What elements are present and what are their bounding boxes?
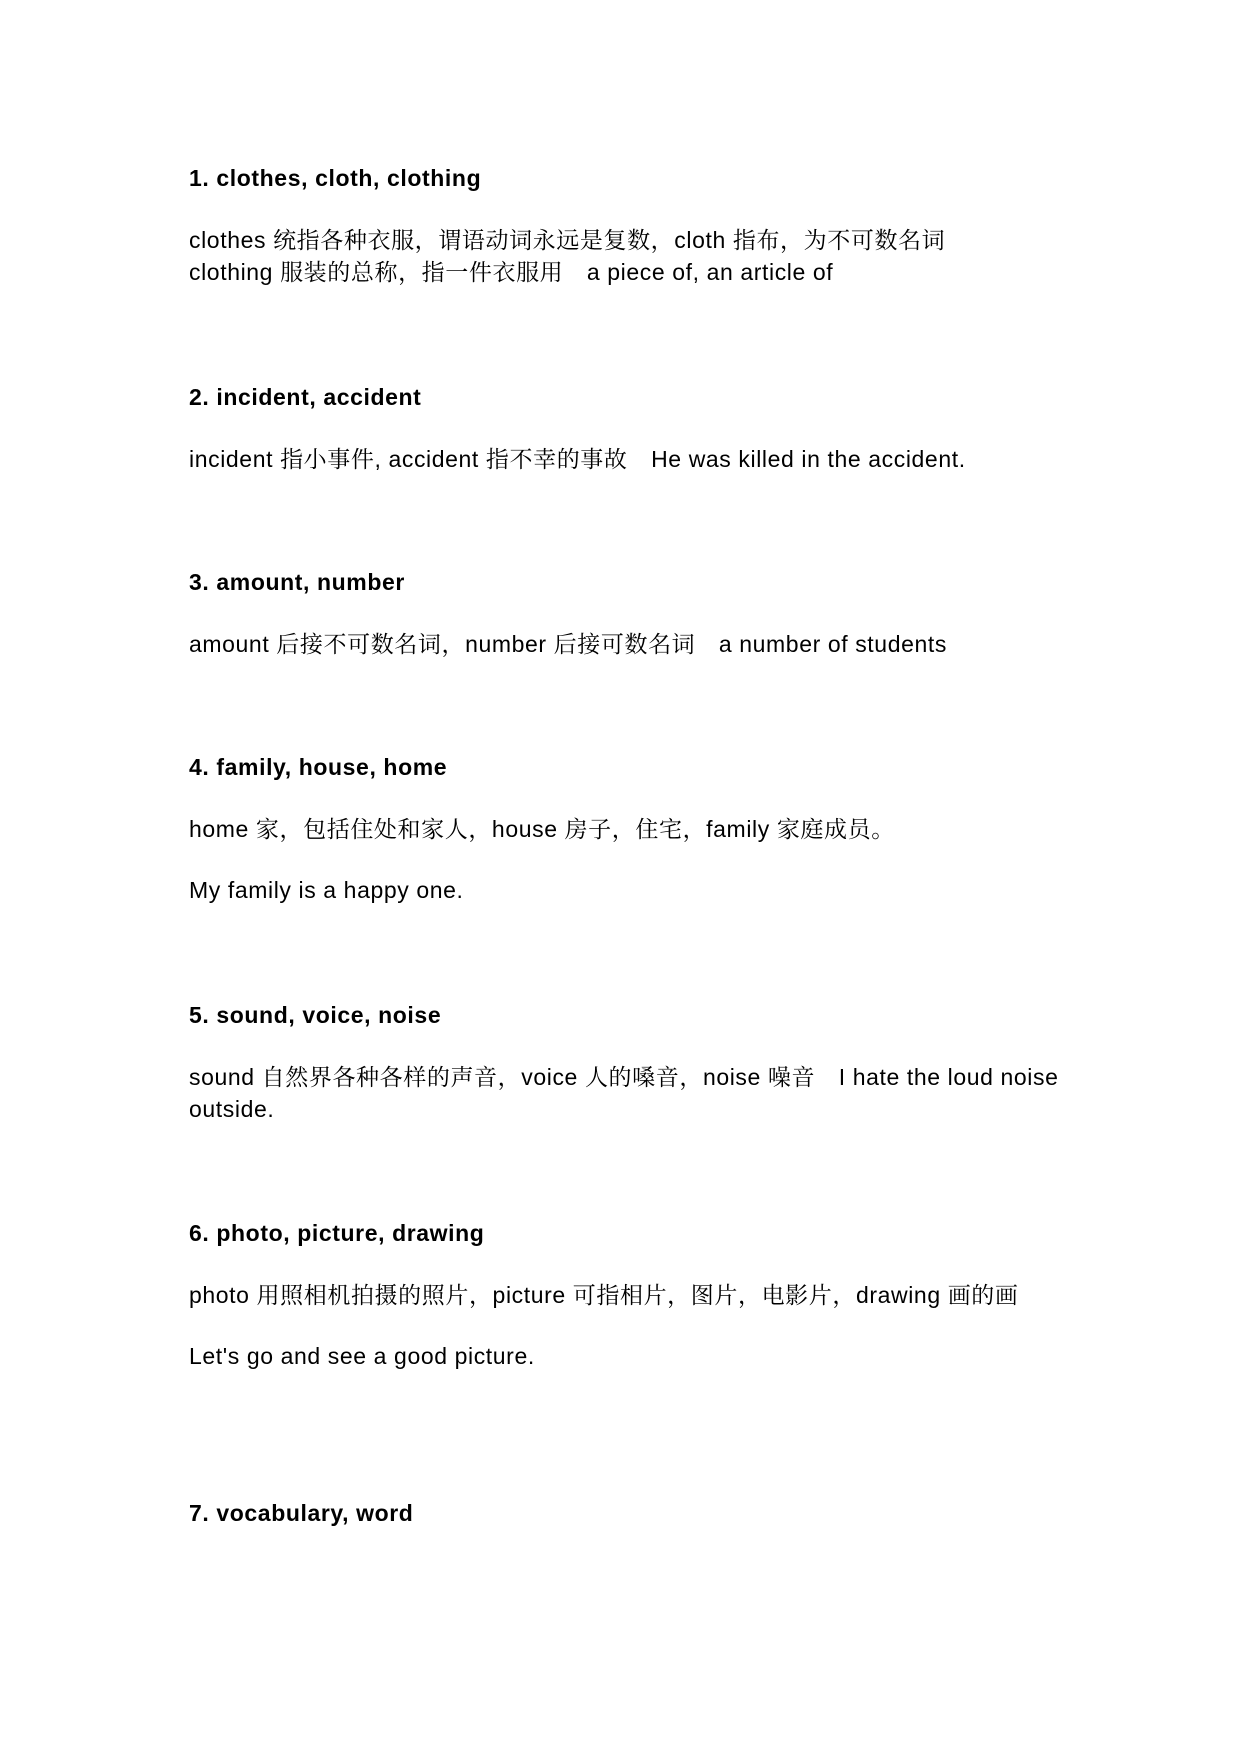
entry-example: My family is a happy one. <box>189 877 464 903</box>
entry-heading: 6. photo, picture, drawing <box>189 1220 485 1246</box>
entry-heading: 4. family, house, home <box>189 754 448 780</box>
entry-heading: 5. sound, voice, noise <box>189 1002 442 1028</box>
entry-7 <box>189 1497 1059 1529</box>
entry-paragraph: clothes 统指各种衣服，谓语动词永远是复数，cloth 指布，为不可数名词 clothing 服装的总称，指一件衣服用 a piece of, an article of <box>189 227 946 285</box>
entry-heading: 7. vocabulary, word <box>189 1500 414 1526</box>
entry-6 <box>189 1217 1059 1372</box>
entry-example: Let's go and see a good picture. <box>189 1343 535 1369</box>
entry-paragraph: amount 后接不可数名词，number 后接可数名词 a number of students <box>189 631 947 657</box>
entry-paragraph: home 家，包括住处和家人，house 房子，住宅，family 家庭成员。 <box>189 816 895 842</box>
entry-5 <box>189 999 1066 1125</box>
entry-paragraph: sound 自然界各种各样的声音，voice 人的嗓音，noise 噪音 I hate the loud noise outside. <box>189 1064 1066 1122</box>
entry-4 <box>189 751 1059 906</box>
entry-heading: 2. incident, accident <box>189 384 422 410</box>
entry-paragraph: photo 用照相机拍摄的照片，picture 可指相片，图片，电影片，drawing 画的画 <box>189 1282 1019 1308</box>
entry-1 <box>189 162 1059 288</box>
entry-2 <box>189 381 1059 475</box>
entry-3 <box>189 566 1059 660</box>
entry-paragraph: incident 指小事件, accident 指不幸的事故 He was killed in the accident. <box>189 446 966 472</box>
entry-heading: 1. clothes, cloth, clothing <box>189 165 482 191</box>
entry-heading: 3. amount, number <box>189 569 405 595</box>
